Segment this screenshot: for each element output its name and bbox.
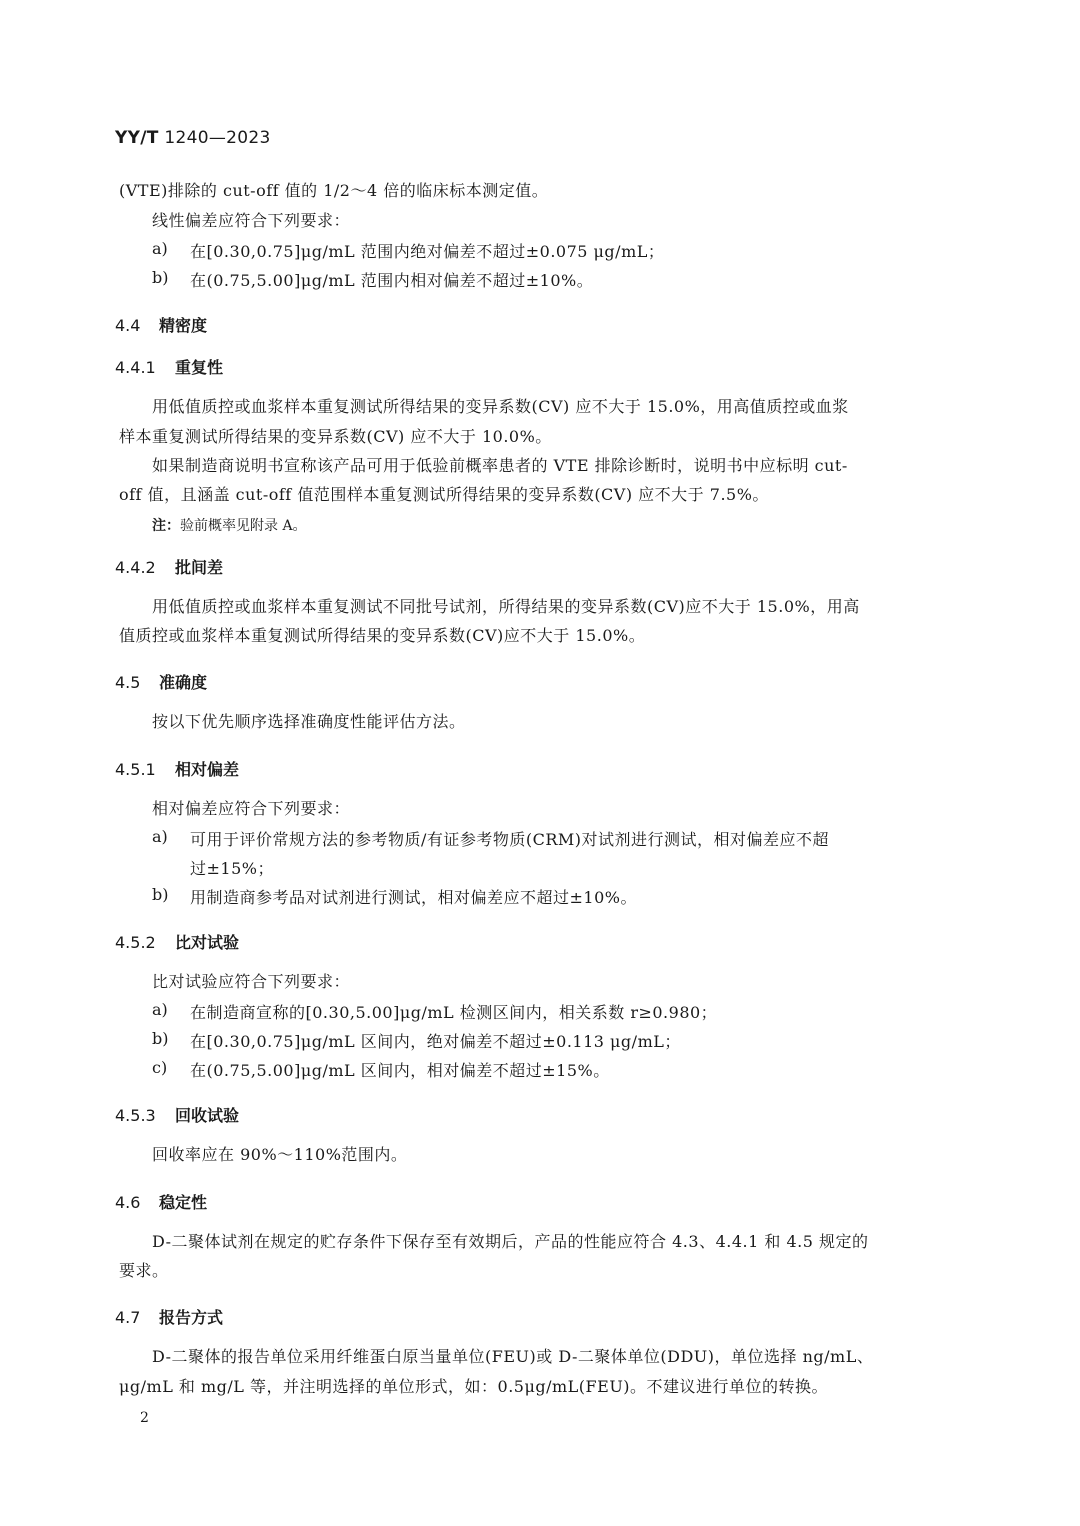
paragraph-line: 用低值质控或血浆样本重复测试不同批号试剂，所得结果的变异系数(CV)应不大于 15.0%，用高 xyxy=(152,597,860,616)
section-heading xyxy=(115,1190,207,1213)
paragraph-line: 要求。 xyxy=(119,1261,169,1280)
list-label: a) xyxy=(152,827,168,846)
paragraph-line: 用低值质控或血浆样本重复测试所得结果的变异系数(CV) 应不大于 15.0%，用高值质控或血浆 xyxy=(152,397,849,416)
section-number: 4.5.1 xyxy=(115,760,156,779)
list-item: 在(0.75,5.00]μg/mL 范围内相对偏差不超过±10%。 xyxy=(190,271,594,290)
section-heading xyxy=(115,1305,223,1328)
section-number: 4.5.2 xyxy=(115,933,156,952)
list-label: b) xyxy=(152,885,169,904)
note xyxy=(152,515,307,535)
section-title: 回收试验 xyxy=(175,1106,240,1125)
document-code xyxy=(115,128,271,148)
list-label: a) xyxy=(152,239,168,258)
section-title: 稳定性 xyxy=(159,1193,208,1212)
section-title: 报告方式 xyxy=(159,1308,224,1327)
paragraph-line: 如果制造商说明书宣称该产品可用于低验前概率患者的 VTE 排除诊断时，说明书中应标明 cut- xyxy=(152,456,848,475)
list-item: 在(0.75,5.00]μg/mL 区间内，相对偏差不超过±15%。 xyxy=(190,1061,610,1080)
paragraph-line: 样本重复测试所得结果的变异系数(CV) 应不大于 10.0%。 xyxy=(119,427,552,446)
intro-line: (VTE)排除的 cut-off 值的 1/2～4 倍的临床标本测定值。 xyxy=(119,181,549,200)
section-title: 重复性 xyxy=(175,358,224,377)
note-text: 验前概率见附录 A。 xyxy=(180,518,307,534)
list-item: 在[0.30,0.75]μg/mL 范围内绝对偏差不超过±0.075 μg/mL； xyxy=(190,242,665,261)
section-heading xyxy=(115,757,239,780)
section-number: 4.4.2 xyxy=(115,558,156,577)
note-label: 注： xyxy=(152,518,180,534)
paragraph-line: D-二聚体试剂在规定的贮存条件下保存至有效期后，产品的性能应符合 4.3、4.4.1 和 4.5 规定的 xyxy=(152,1232,869,1251)
section-number: 4.6 xyxy=(115,1193,141,1212)
section-heading xyxy=(115,1103,239,1126)
paragraph-line: 相对偏差应符合下列要求： xyxy=(152,799,351,818)
paragraph-line: 按以下优先顺序选择准确度性能评估方法。 xyxy=(152,712,466,731)
list-item-continuation: 过±15%； xyxy=(190,859,274,878)
list-label: b) xyxy=(152,1029,169,1048)
section-title: 批间差 xyxy=(175,558,224,577)
paragraph-line: 回收率应在 90%～110%范围内。 xyxy=(152,1145,408,1164)
list-item: 可用于评价常规方法的参考物质/有证参考物质(CRM)对试剂进行测试，相对偏差应不超 xyxy=(190,830,830,849)
paragraph-line: D-二聚体的报告单位采用纤维蛋白原当量单位(FEU)或 D-二聚体单位(DDU)，单位选择 ng/mL、 xyxy=(152,1347,874,1366)
list-label: b) xyxy=(152,268,169,287)
section-heading xyxy=(115,670,207,693)
section-number: 4.5.3 xyxy=(115,1106,156,1125)
paragraph-line: off 值，且涵盖 cut-off 值范围样本重复测试所得结果的变异系数(CV) 应不大于 7.5%。 xyxy=(119,485,769,504)
section-heading xyxy=(115,555,223,578)
paragraph-line: 比对试验应符合下列要求： xyxy=(152,972,351,991)
section-heading xyxy=(115,313,207,336)
section-title: 相对偏差 xyxy=(175,760,240,779)
section-number: 4.4.1 xyxy=(115,358,156,377)
list-item: 用制造商参考品对试剂进行测试，相对偏差应不超过±10%。 xyxy=(190,888,637,907)
list-item: 在[0.30,0.75]μg/mL 区间内，绝对偏差不超过±0.113 μg/mL； xyxy=(190,1032,681,1051)
paragraph-line: μg/mL 和 mg/L 等，并注明选择的单位形式，如：0.5μg/mL(FEU)。不建议进行单位的转换。 xyxy=(119,1377,829,1396)
standard-prefix: YY/T xyxy=(115,128,159,148)
paragraph-line: 值质控或血浆样本重复测试所得结果的变异系数(CV)应不大于 15.0%。 xyxy=(119,626,646,645)
section-title: 准确度 xyxy=(159,673,208,692)
section-title: 比对试验 xyxy=(175,933,240,952)
standard-number: 1240—2023 xyxy=(164,128,271,148)
intro-requirements: 线性偏差应符合下列要求： xyxy=(152,211,351,230)
section-number: 4.7 xyxy=(115,1308,141,1327)
page-number: 2 xyxy=(140,1410,149,1426)
section-title: 精密度 xyxy=(159,316,208,335)
section-number: 4.4 xyxy=(115,316,141,335)
list-item: 在制造商宣称的[0.30,5.00]μg/mL 检测区间内，相关系数 r≥0.980； xyxy=(190,1003,718,1022)
section-heading xyxy=(115,355,223,378)
list-label: a) xyxy=(152,1000,168,1019)
section-heading xyxy=(115,930,239,953)
section-number: 4.5 xyxy=(115,673,141,692)
list-label: c) xyxy=(152,1058,168,1077)
